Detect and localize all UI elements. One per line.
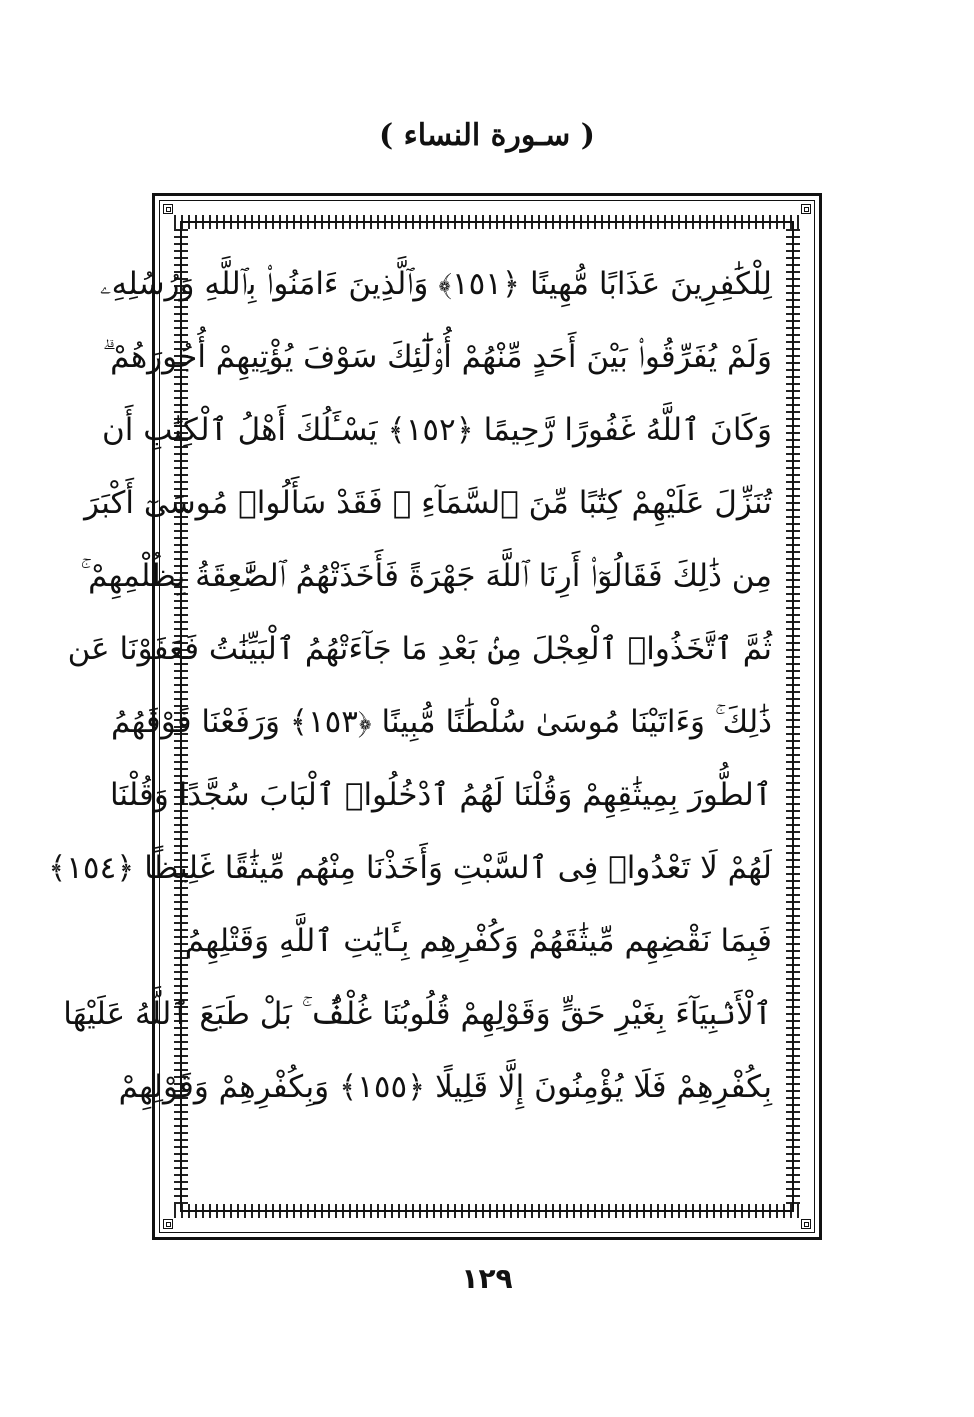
verse-line: لِلْكَٰفِرِينَ عَذَابًا مُّهِينًا ﴿١٥١﴾ وَٱلَّذِينَ ءَامَنُوا۟ بِٱللَّهِ وَرُسُلِهِۦ — [99, 266, 772, 302]
verse-line: فَبِمَا نَقْضِهِم مِّيثَٰقَهُمْ وَكُفْرِهِم بِـَٔايَٰتِ ٱللَّهِ وَقَتْلِهِمُ — [184, 923, 772, 959]
verse-line: وَلَمْ يُفَرِّقُوا۟ بَيْنَ أَحَدٍ مِّنْهُمْ أُو۟لَٰٓئِكَ سَوْفَ يُؤْتِيهِمْ أُجُورَهُمْ ۗ — [102, 339, 772, 375]
verse-line: مِن ذَٰلِكَ فَقَالُوٓا۟ أَرِنَا ٱللَّهَ جَهْرَةً فَأَخَذَتْهُمُ ٱلصَّٰعِقَةُ بِظُلْمِهِمْ ۚ — [80, 558, 772, 594]
verse-line: بِكُفْرِهِمْ فَلَا يُؤْمِنُونَ إِلَّا قَلِيلًا ﴿١٥٥﴾ وَبِكُفْرِهِمْ وَقَوْلِهِمْ — [118, 1069, 772, 1105]
verse-line: لَهُمْ لَا تَعْدُوا۟ فِى ٱلسَّبْتِ وَأَخَذْنَا مِنْهُم مِّيثَٰقًا غَلِيظًا ﴿١٥٤﴾ — [48, 850, 772, 886]
verse-line: ٱلطُّورَ بِمِيثَٰقِهِمْ وَقُلْنَا لَهُمُ ٱدْخُلُوا۟ ٱلْبَابَ سُجَّدًا وَقُلْنَا — [109, 777, 772, 813]
page-number: ١٢٩ — [461, 1262, 513, 1295]
border-corner-ornament — [801, 204, 811, 214]
border-corner-ornament — [801, 1219, 811, 1229]
surah-title: ( سـورة النساء ) — [379, 118, 595, 153]
verse-line: وَكَانَ ٱللَّهُ غَفُورًا رَّحِيمًا ﴿١٥٢﴾ يَسْـَٔلُكَ أَهْلُ ٱلْكِتَٰبِ أَن — [102, 412, 772, 448]
border-corner-ornament — [163, 204, 173, 214]
verse-line: تُنَزِّلَ عَلَيْهِمْ كِتَٰبًا مِّنَ ٱلسَّمَآءِ ۚ فَقَدْ سَأَلُوا۟ مُوسَىٰٓ أَكْبَرَ — [84, 485, 772, 521]
border-corner-ornament — [163, 1219, 173, 1229]
verse-line: ثُمَّ ٱتَّخَذُوا۟ ٱلْعِجْلَ مِنۢ بَعْدِ مَا جَآءَتْهُمُ ٱلْبَيِّنَٰتُ فَعَفَوْنَا عَن — [67, 631, 772, 667]
quran-text — [48, 248, 772, 1198]
verse-line: ٱلْأَنۢبِيَآءَ بِغَيْرِ حَقٍّ وَقَوْلِهِمْ قُلُوبُنَا غُلْفٌۢ ۚ بَلْ طَبَعَ ٱللَّهُ عَلَيْهَا — [63, 996, 772, 1032]
verse-line: ذَٰلِكَ ۚ وَءَاتَيْنَا مُوسَىٰ سُلْطَٰنًا مُّبِينًا ﴿١٥٣﴾ وَرَفَعْنَا فَوْقَهُمُ — [110, 704, 772, 740]
